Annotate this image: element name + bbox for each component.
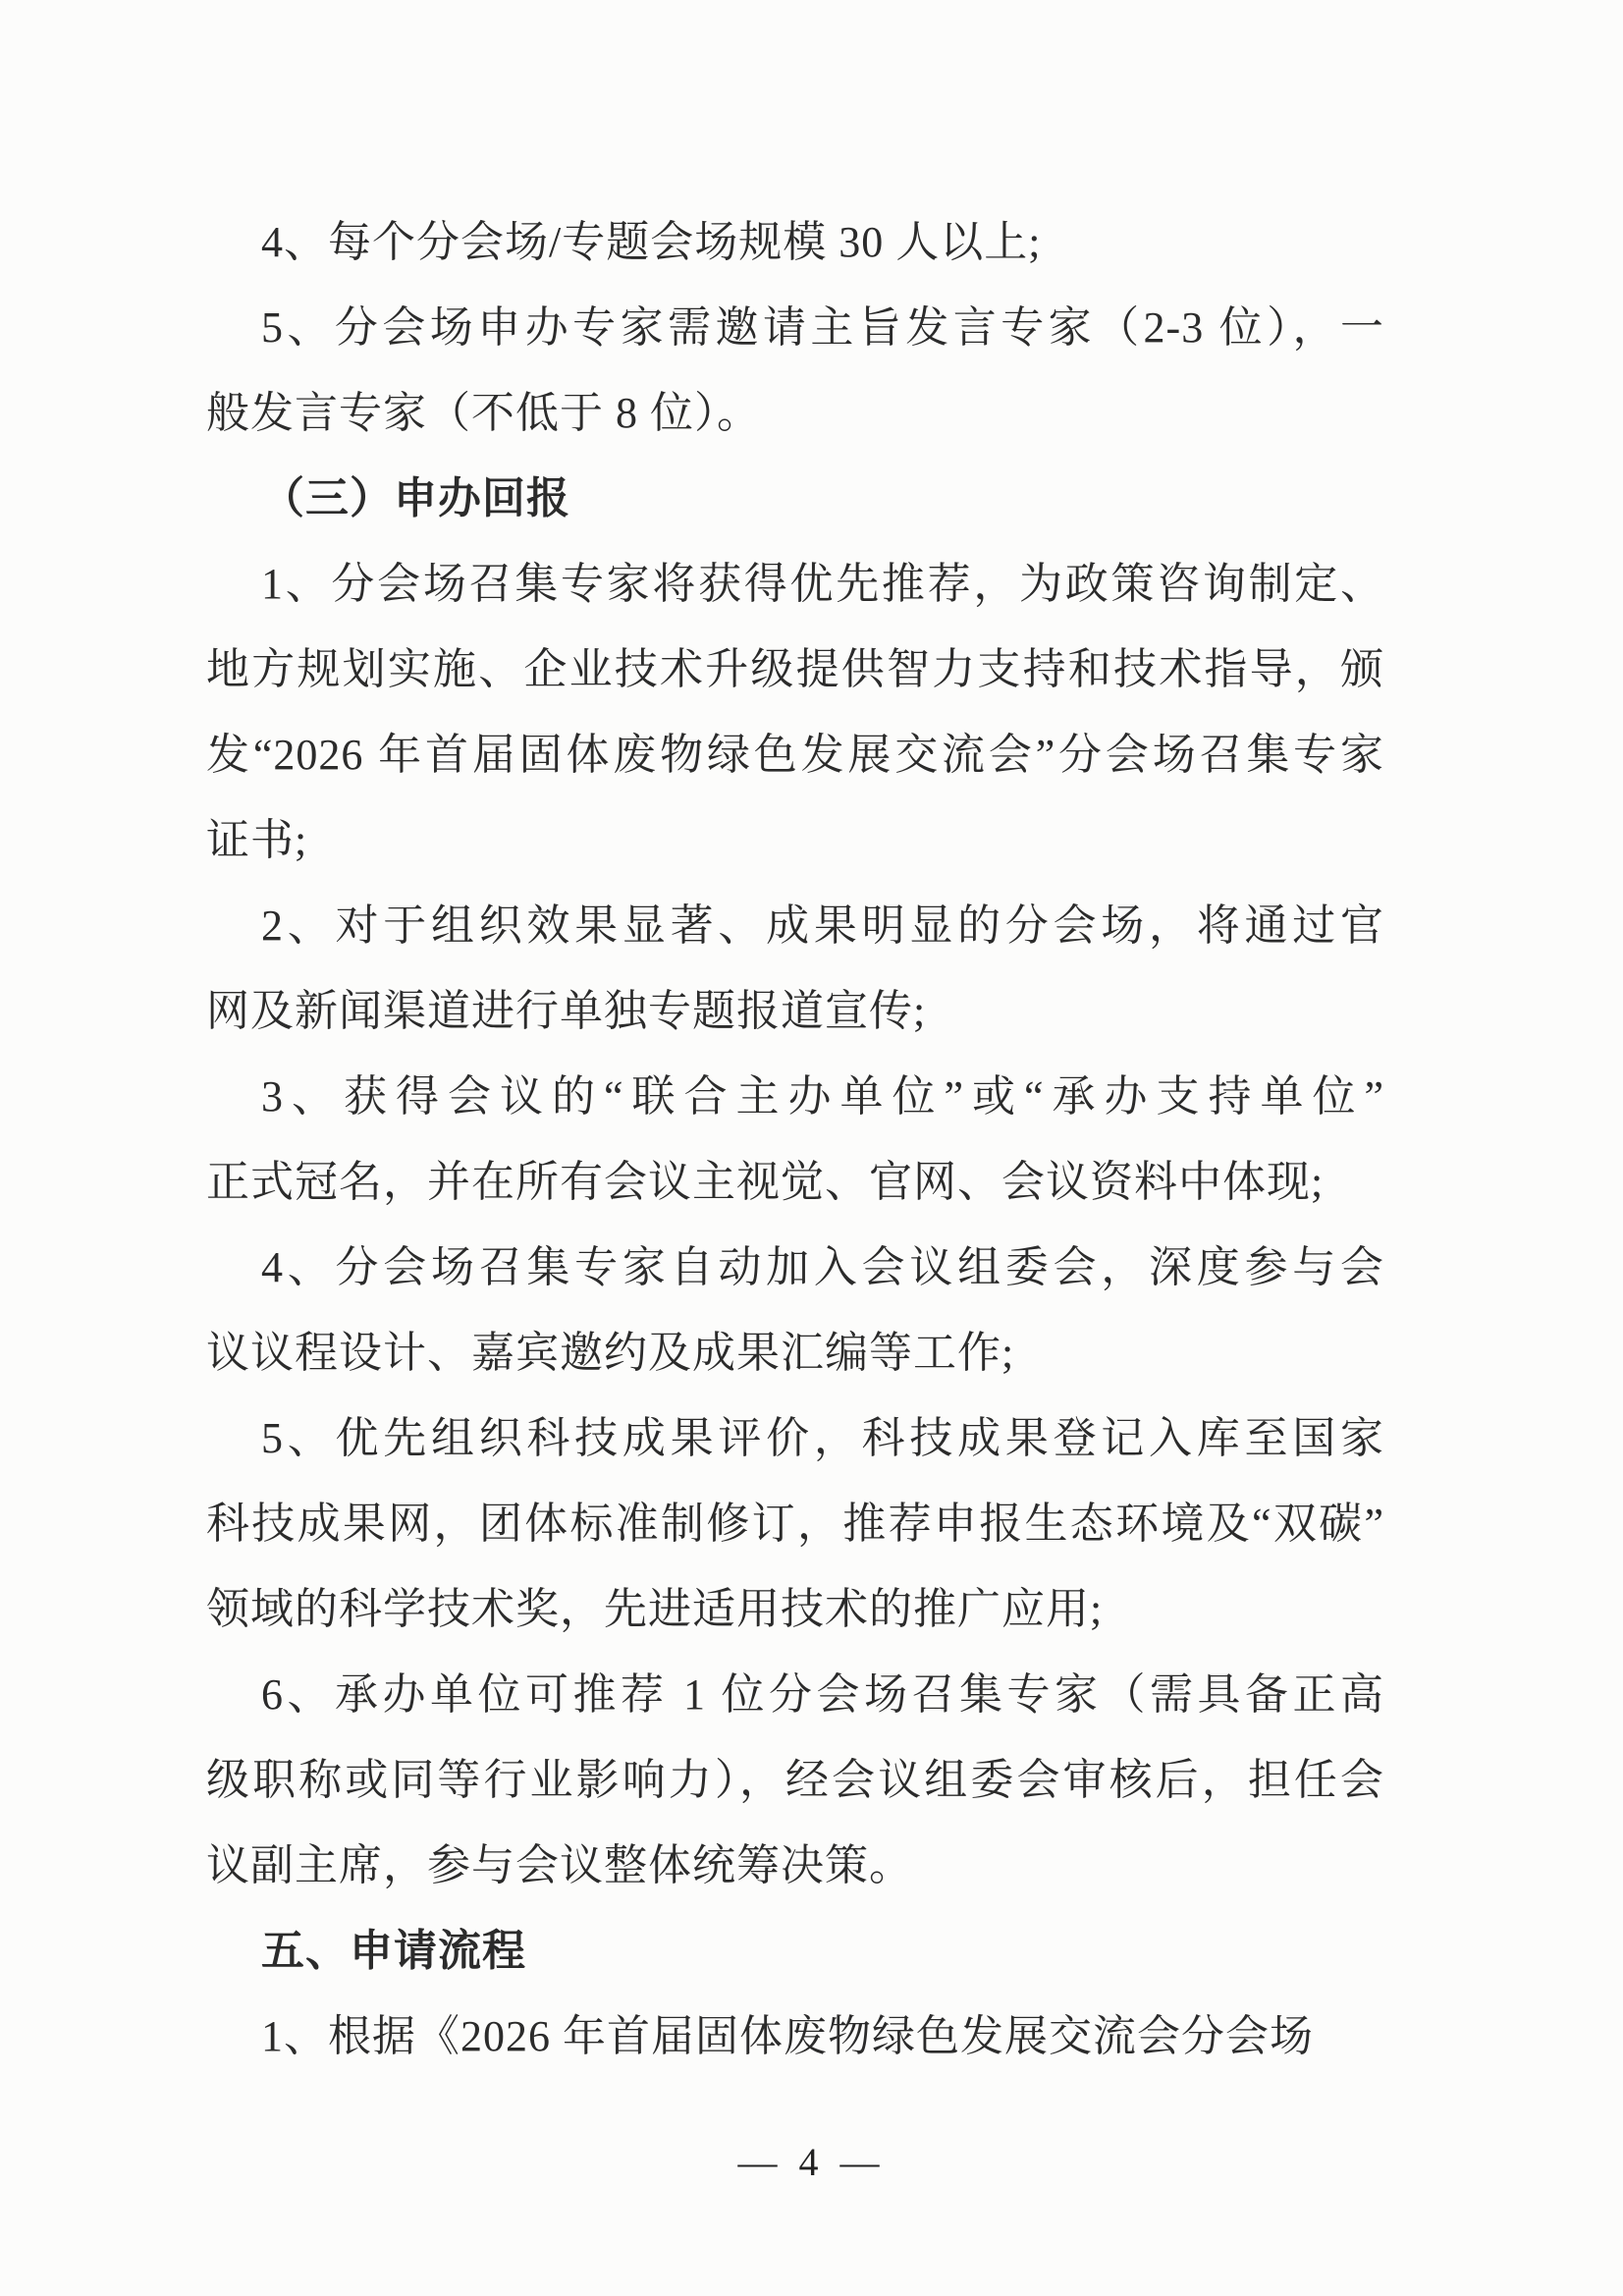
document-body	[206, 199, 1384, 2079]
text-line: 6、承办单位可推荐 1 位分会场召集专家（需具备正高	[261, 1670, 1384, 1719]
text-line: 2、对于组织效果显著、成果明显的分会场，将通过官	[261, 902, 1384, 950]
text-line: 1、分会场召集专家将获得优先推荐，为政策咨询制定、	[261, 560, 1384, 608]
page-number: — 4 —	[737, 2140, 886, 2184]
paragraph	[206, 883, 1384, 1054]
paragraph	[206, 199, 1384, 285]
paragraph	[206, 541, 1384, 883]
text-line: 1、根据《2026 年首届固体废物绿色发展交流会分会场	[261, 2012, 1314, 2060]
text-line: 正式冠名，并在所有会议主视觉、官网、会议资料中体现;	[206, 1158, 1325, 1206]
section-heading	[206, 456, 1384, 541]
text-line: （三）申办回报	[261, 474, 570, 522]
text-line: 议议程设计、嘉宾邀约及成果汇编等工作;	[206, 1329, 1015, 1377]
text-line: 议副主席，参与会议整体统筹决策。	[206, 1841, 913, 1889]
text-line: 地方规划实施、企业技术升级提供智力支持和技术指导，颁	[206, 645, 1384, 693]
text-line: 级职称或同等行业影响力），经会议组委会审核后，担任会	[206, 1756, 1384, 1804]
text-line: 5、优先组织科技成果评价，科技成果登记入库至国家	[261, 1414, 1384, 1462]
text-line: 证书;	[206, 816, 308, 864]
text-line: 五、申请流程	[261, 1927, 526, 1975]
section-heading	[206, 1908, 1384, 1994]
paragraph	[206, 1225, 1384, 1395]
text-line: 科技成果网，团体标准制修订，推荐申报生态环境及“双碳”	[206, 1500, 1384, 1548]
text-line: 发“2026 年首届固体废物绿色发展交流会”分会场召集专家	[206, 731, 1384, 779]
paragraph	[206, 1994, 1384, 2079]
paragraph	[206, 1395, 1384, 1652]
paragraph	[206, 285, 1384, 456]
paragraph	[206, 1652, 1384, 1908]
paragraph	[206, 1054, 1384, 1225]
text-line: 领域的科学技术奖，先进适用技术的推广应用;	[206, 1585, 1104, 1633]
text-line: 3、获得会议的“联合主办单位”或“承办支持单位”	[261, 1072, 1384, 1121]
text-line: 般发言专家（不低于 8 位）。	[206, 389, 761, 437]
text-line: 网及新闻渠道进行单独专题报道宣传;	[206, 987, 927, 1035]
text-line: 5、分会场申办专家需邀请主旨发言专家（2-3 位），一	[261, 303, 1384, 352]
text-line: 4、分会场召集专家自动加入会议组委会，深度参与会	[261, 1243, 1384, 1291]
text-line: 4、每个分会场/专题会场规模 30 人以上;	[261, 218, 1042, 266]
